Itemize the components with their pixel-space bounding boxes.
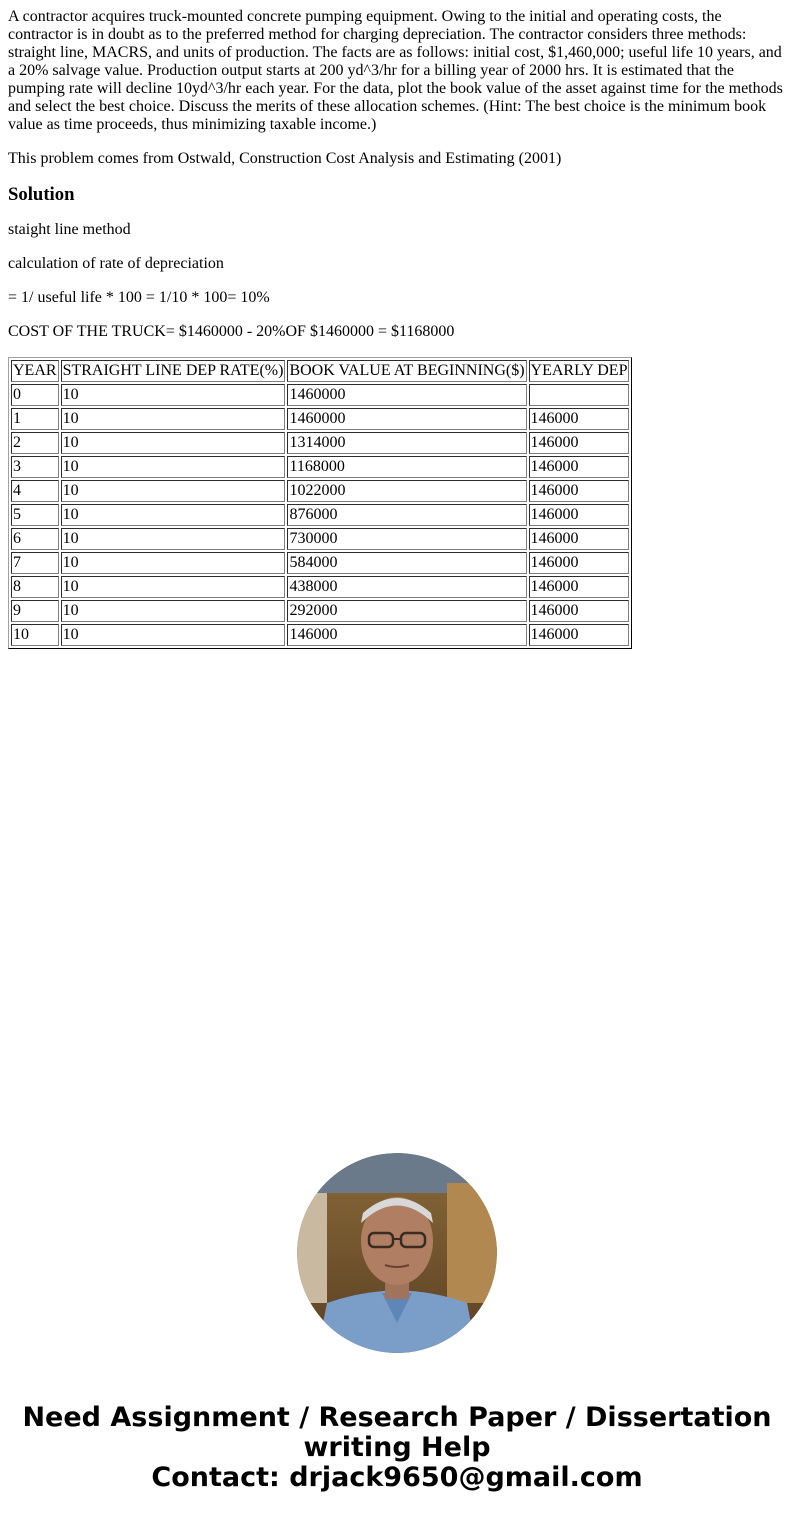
- cell-book-value: 146000: [287, 624, 526, 646]
- table-header-row: [11, 360, 629, 382]
- table-row: [11, 408, 629, 430]
- solution-line-rate-title: calculation of rate of depreciation: [8, 255, 224, 272]
- cell-book-value: 1460000: [287, 384, 526, 406]
- cell-year: 5: [11, 504, 59, 526]
- source-citation: This problem comes from Ostwald, Construction Cost Analysis and Estimating (2001): [8, 150, 562, 167]
- cell-book-value: 438000: [287, 576, 526, 598]
- cell-year: 6: [11, 528, 59, 550]
- cell-dep-rate: 10: [61, 576, 286, 598]
- promo-contact: Contact: drjack9650@gmail.com: [151, 1462, 643, 1493]
- cell-dep-rate: 10: [61, 600, 286, 622]
- depreciation-table: [8, 357, 632, 649]
- cell-dep-rate: 10: [61, 552, 286, 574]
- cell-year: 0: [11, 384, 59, 406]
- cell-year: 10: [11, 624, 59, 646]
- cell-yearly-dep: 146000: [529, 576, 630, 598]
- cell-yearly-dep: 146000: [529, 432, 630, 454]
- table-row: [11, 552, 629, 574]
- avatar-photo-icon: [297, 1153, 497, 1353]
- cell-dep-rate: 10: [61, 408, 286, 430]
- avatar: [297, 1153, 497, 1353]
- table-row: [11, 480, 629, 502]
- cell-book-value: 1460000: [287, 408, 526, 430]
- cell-dep-rate: 10: [61, 624, 286, 646]
- cell-yearly-dep: 146000: [529, 528, 630, 550]
- table-row: [11, 576, 629, 598]
- cell-yearly-dep: 146000: [529, 624, 630, 646]
- cell-year: 7: [11, 552, 59, 574]
- solution-line-cost: COST OF THE TRUCK= $1460000 - 20%OF $1460000 = $1168000: [8, 323, 455, 340]
- cell-yearly-dep: 146000: [529, 552, 630, 574]
- document-body: [8, 8, 786, 649]
- cell-year: 2: [11, 432, 59, 454]
- solution-line-method: staight line method: [8, 221, 131, 238]
- table-row: [11, 432, 629, 454]
- cell-book-value: 730000: [287, 528, 526, 550]
- cell-dep-rate: 10: [61, 456, 286, 478]
- header-yearly-dep: YEARLY DEP: [529, 360, 630, 382]
- table-row: [11, 504, 629, 526]
- table-row: [11, 456, 629, 478]
- cell-book-value: 1168000: [287, 456, 526, 478]
- cell-yearly-dep: 146000: [529, 600, 630, 622]
- promo-text: [0, 1403, 794, 1493]
- cell-yearly-dep: 146000: [529, 408, 630, 430]
- solution-line-rate-formula: = 1/ useful life * 100 = 1/10 * 100= 10%: [8, 289, 270, 306]
- cell-book-value: 1022000: [287, 480, 526, 502]
- cell-year: 8: [11, 576, 59, 598]
- promo-line-1: Need Assignment / Research Paper / Dissertation: [22, 1402, 772, 1433]
- cell-book-value: 876000: [287, 504, 526, 526]
- header-book-value: BOOK VALUE AT BEGINNING($): [287, 360, 526, 382]
- cell-dep-rate: 10: [61, 528, 286, 550]
- table-row: [11, 528, 629, 550]
- promo-section: [0, 1153, 794, 1493]
- cell-yearly-dep: [529, 384, 630, 406]
- cell-dep-rate: 10: [61, 432, 286, 454]
- cell-dep-rate: 10: [61, 384, 286, 406]
- cell-book-value: 584000: [287, 552, 526, 574]
- cell-book-value: 1314000: [287, 432, 526, 454]
- cell-yearly-dep: 146000: [529, 504, 630, 526]
- table-row: [11, 600, 629, 622]
- cell-year: 1: [11, 408, 59, 430]
- header-dep-rate: STRAIGHT LINE DEP RATE(%): [61, 360, 286, 382]
- cell-dep-rate: 10: [61, 480, 286, 502]
- question-paragraph: A contractor acquires truck-mounted concrete pumping equipment. Owing to the initial and operating costs, the contractor is in doubt as to the preferred method for charging depreciation. The contractor considers three methods: straight line, MACRS, and units of production. The facts are as follows: initial cost, $1,460,000; useful life 10 years, and a 20% salvage value. Production output starts at 200 yd^3/hr for a billing year of 2000 hrs. It is estimated that the pumping rate will decline 10yd^3/hr each year. For the data, plot the book value of the asset against time for the methods and select the best choice. Discuss the merits of these allocation schemes. (Hint: The best choice is the minimum book value as time proceeds, thus minimizing taxable income.): [8, 8, 783, 133]
- cell-book-value: 292000: [287, 600, 526, 622]
- cell-year: 4: [11, 480, 59, 502]
- table-row: [11, 384, 629, 406]
- cell-year: 9: [11, 600, 59, 622]
- cell-dep-rate: 10: [61, 504, 286, 526]
- cell-yearly-dep: 146000: [529, 456, 630, 478]
- cell-yearly-dep: 146000: [529, 480, 630, 502]
- promo-line-2: writing Help: [303, 1432, 491, 1463]
- table-row: [11, 624, 629, 646]
- cell-year: 3: [11, 456, 59, 478]
- header-year: YEAR: [11, 360, 59, 382]
- solution-heading: Solution: [8, 184, 75, 205]
